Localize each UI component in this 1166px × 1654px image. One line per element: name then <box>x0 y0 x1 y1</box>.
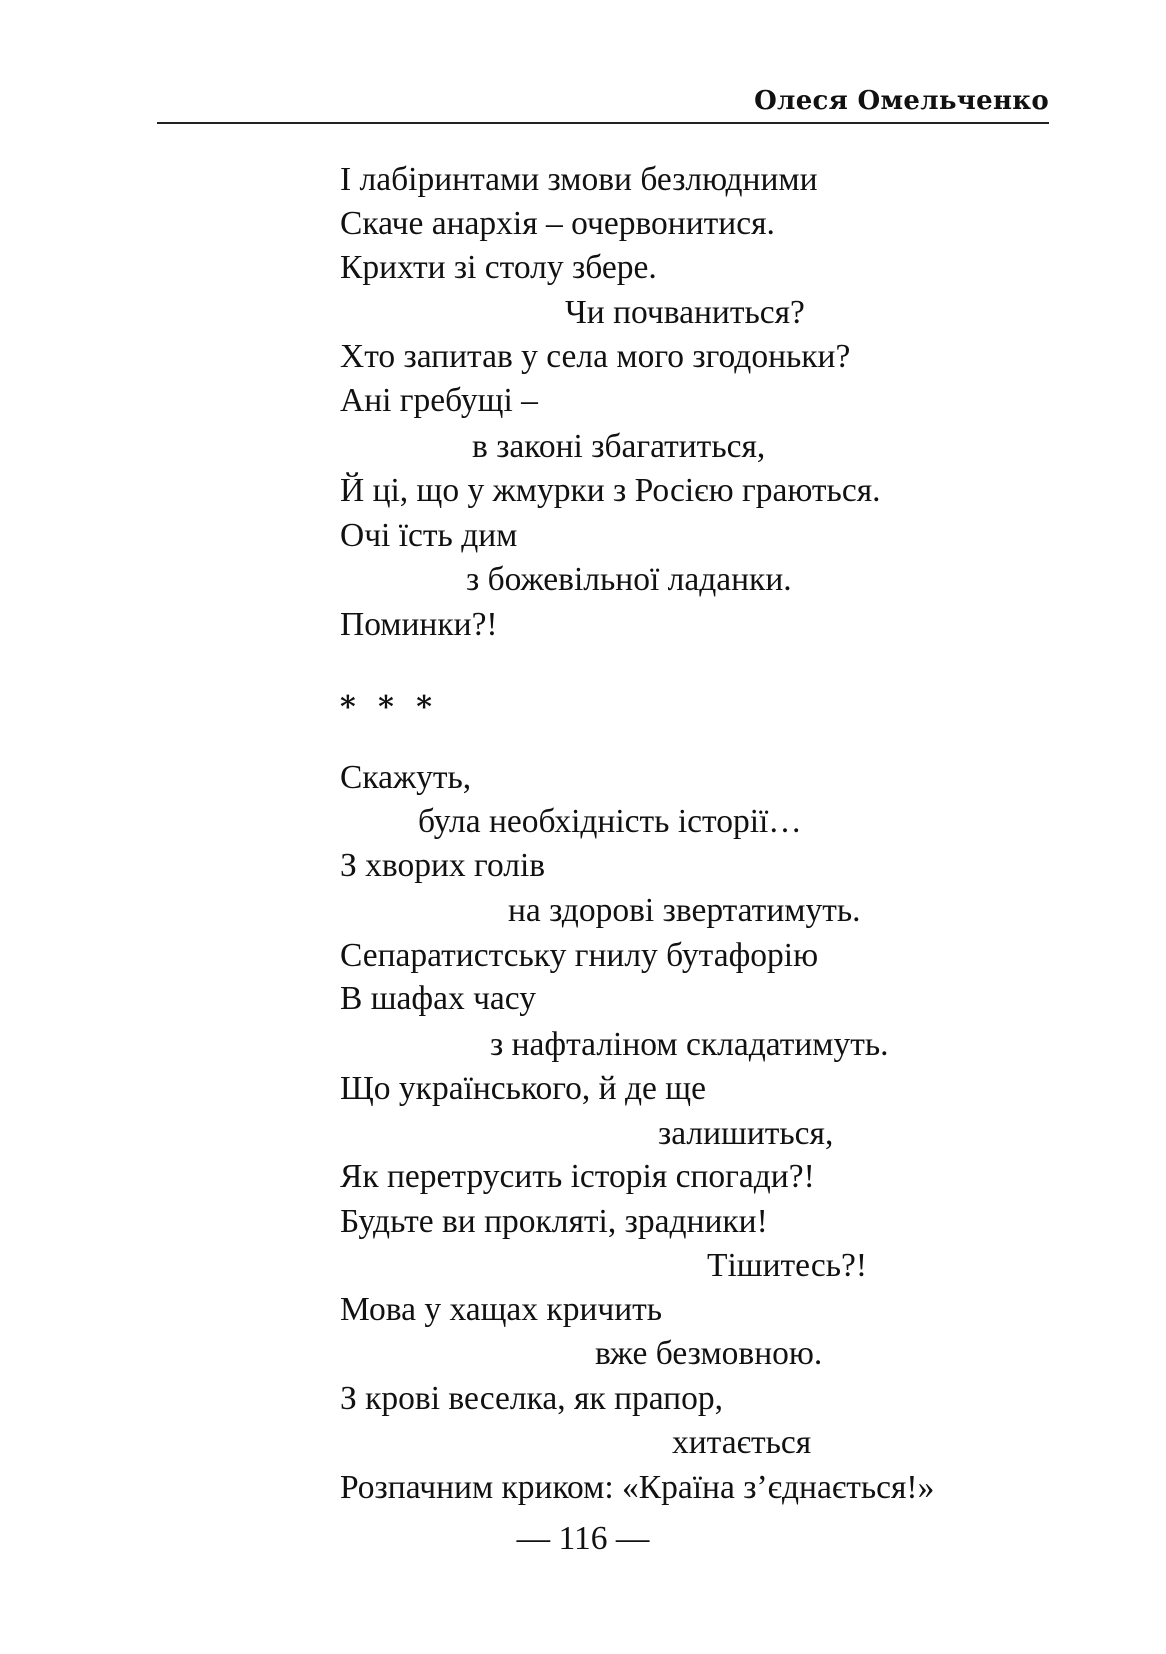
poem-line: Що українського, й де ще <box>340 1070 706 1107</box>
poem-line: Ані гребущі – <box>340 382 538 419</box>
poem-line: Мова у хащах кричить <box>340 1291 663 1328</box>
poem-line: була необхідність історії… <box>418 803 802 840</box>
poem-line: Крихти зі столу збере. <box>340 249 657 286</box>
page-number: — 116 — <box>516 1520 650 1557</box>
poem-line: З крові веселка, як прапор, <box>340 1380 723 1417</box>
poem-line: Чи почваниться? <box>565 294 805 331</box>
poem-line: на здорові звертатимуть. <box>508 892 861 929</box>
poem-line: Скажуть, <box>340 759 472 796</box>
header-author: Олеся Омельченко <box>754 86 1049 116</box>
poem-line: залишиться, <box>658 1115 834 1152</box>
poem-line: З хворих голів <box>340 847 546 884</box>
running-header <box>157 82 1049 124</box>
poem-line: Хто запитав у села мого згодоньки? <box>340 338 851 375</box>
poem-line: з божевільної ладанки. <box>466 561 792 598</box>
poem-line: Будьте ви прокляті, зрадники! <box>340 1203 768 1240</box>
poem-line: Скаче анархія – очервонитися. <box>340 205 775 242</box>
poem-line: І лабіринтами змови безлюдними <box>340 161 818 198</box>
poem-line: В шафах часу <box>340 980 536 1017</box>
poem-line: вже безмовною. <box>595 1335 823 1372</box>
poem-line: з нафталіном складатимуть. <box>490 1026 889 1063</box>
poem-line: Розпачним криком: «Країна з’єднається!» <box>340 1469 935 1506</box>
poem-line: Поминки?! <box>340 606 498 643</box>
poem-line: хитається <box>672 1424 812 1461</box>
poem-line: Сепаратистську гнилу бутафорію <box>340 937 819 974</box>
poem-line: Як перетрусить історія спогади?! <box>340 1158 815 1195</box>
poem-line: Очі їсть дим <box>340 517 518 554</box>
poem-line: в законі збагатиться, <box>472 428 766 465</box>
section-separator: * * * <box>340 690 438 725</box>
poem-line: Тішитесь?! <box>707 1247 868 1284</box>
poem-line: Й ці, що у жмурки з Росією граються. <box>340 472 881 509</box>
